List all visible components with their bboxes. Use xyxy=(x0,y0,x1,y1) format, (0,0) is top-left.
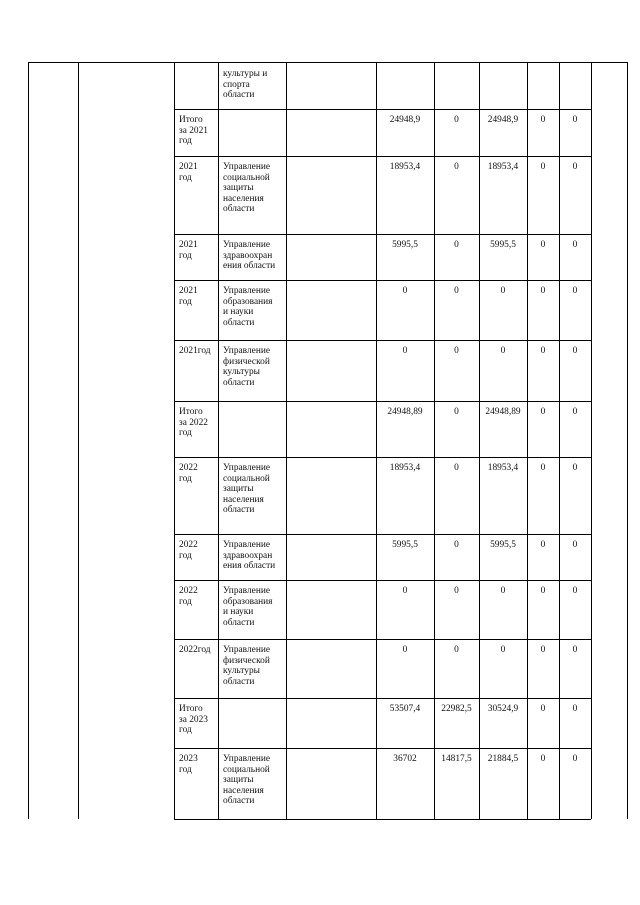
table-cell-c5: 0 xyxy=(572,162,578,172)
col-border xyxy=(78,62,79,819)
table-cell-c3: 5995,5 xyxy=(490,240,516,250)
table-cell-period: 2021 год xyxy=(179,240,198,261)
table-cell-period: 2022 год xyxy=(179,540,198,561)
table-cell-c3: 21884,5 xyxy=(487,754,519,764)
row-border xyxy=(174,280,591,281)
row-border xyxy=(174,234,591,235)
table-top-border xyxy=(28,62,628,63)
table-cell-c3: 18953,4 xyxy=(487,162,519,172)
table-cell-c3: 24948,9 xyxy=(487,115,519,125)
table-cell-period: 2022год xyxy=(179,645,211,655)
table-cell-c3: 24948,89 xyxy=(485,407,521,417)
table-cell-c4: 0 xyxy=(540,754,546,764)
table-cell-c2: 0 xyxy=(454,586,459,596)
table-cell-c4: 0 xyxy=(540,346,546,356)
row-border xyxy=(174,401,591,402)
row-border xyxy=(174,109,591,110)
row-border xyxy=(174,457,591,458)
table-cell-c2: 0 xyxy=(454,346,459,356)
row-border xyxy=(174,748,591,749)
table-cell-c2: 14817,5 xyxy=(441,754,472,764)
row-border xyxy=(174,639,591,640)
table-cell-c5: 0 xyxy=(572,540,578,550)
table-cell-executor: Управление образования и науки области xyxy=(223,586,273,628)
table-cell-c1: 5995,5 xyxy=(392,240,418,250)
table-cell-c3: 18953,4 xyxy=(487,463,519,473)
table-cell-c3: 0 xyxy=(500,346,506,356)
col-border xyxy=(218,62,219,819)
table-cell-executor: Управление социальной защиты населения области xyxy=(223,162,271,215)
table-cell-executor: Управление физической культуры области xyxy=(223,645,271,687)
budget-table xyxy=(28,62,628,819)
row-border xyxy=(174,534,591,535)
table-cell-c1: 0 xyxy=(402,586,408,596)
table-cell-c3: 0 xyxy=(500,586,506,596)
col-border xyxy=(591,62,592,819)
table-cell-c1: 24948,89 xyxy=(387,407,423,417)
table-cell-c2: 0 xyxy=(454,407,459,417)
table-cell-c3: 30524,9 xyxy=(487,704,519,714)
continuation-executor: культуры и спорта области xyxy=(223,69,268,101)
table-cell-c4: 0 xyxy=(540,540,546,550)
table-cell-c1: 18953,4 xyxy=(389,162,421,172)
table-cell-c1: 0 xyxy=(402,645,408,655)
table-cell-c4: 0 xyxy=(540,586,546,596)
table-cell-executor: Управление социальной защиты населения области xyxy=(223,463,271,516)
col-border xyxy=(627,62,628,819)
table-cell-c2: 0 xyxy=(454,286,459,296)
table-cell-c2: 22982,5 xyxy=(441,704,472,714)
table-cell-c5: 0 xyxy=(572,463,578,473)
table-cell-period: 2021 год xyxy=(179,286,198,307)
table-cell-period: 2022 год xyxy=(179,586,198,607)
table-cell-c5: 0 xyxy=(572,704,578,714)
table-cell-c2: 0 xyxy=(454,162,459,172)
table-cell-period: 2023 год xyxy=(179,754,198,775)
row-border xyxy=(174,580,591,581)
table-cell-c2: 0 xyxy=(454,115,459,125)
table-cell-c5: 0 xyxy=(572,286,578,296)
row-border xyxy=(174,156,591,157)
table-cell-c1: 5995,5 xyxy=(392,540,418,550)
table-cell-c4: 0 xyxy=(540,162,546,172)
table-cell-c5: 0 xyxy=(572,240,578,250)
table-cell-period: 2022 год xyxy=(179,463,198,484)
table-cell-c5: 0 xyxy=(572,645,578,655)
table-cell-c3: 5995,5 xyxy=(490,540,516,550)
table-cell-c2: 0 xyxy=(454,240,459,250)
table-cell-c1: 36702 xyxy=(393,754,417,764)
table-cell-c5: 0 xyxy=(572,115,578,125)
table-cell-c5: 0 xyxy=(572,586,578,596)
table-cell-executor: Управление здравоохран ения области xyxy=(223,240,276,272)
row-border xyxy=(174,819,591,820)
table-cell-c1: 24948,9 xyxy=(389,115,421,125)
table-cell-c4: 0 xyxy=(540,286,546,296)
table-cell-c4: 0 xyxy=(540,645,546,655)
row-border xyxy=(174,340,591,341)
table-cell-c3: 0 xyxy=(500,645,506,655)
table-cell-c4: 0 xyxy=(540,115,546,125)
table-cell-executor: Управление физической культуры области xyxy=(223,346,271,388)
table-cell-c1: 0 xyxy=(402,286,408,296)
table-cell-c2: 0 xyxy=(454,540,459,550)
table-cell-period: Итого за 2022 год xyxy=(179,407,208,439)
table-cell-period: 2021год xyxy=(179,346,211,356)
table-cell-c1: 18953,4 xyxy=(389,463,421,473)
table-cell-c5: 0 xyxy=(572,407,578,417)
table-cell-executor xyxy=(223,407,285,455)
table-cell-executor xyxy=(223,115,285,154)
table-cell-c4: 0 xyxy=(540,704,546,714)
table-cell-period: 2021 год xyxy=(179,162,198,183)
table-cell-c2: 0 xyxy=(454,463,459,473)
table-cell-executor: Управление образования и науки области xyxy=(223,286,273,328)
table-cell-c5: 0 xyxy=(572,346,578,356)
table-cell-c4: 0 xyxy=(540,407,546,417)
table-cell-c2: 0 xyxy=(454,645,459,655)
col-border xyxy=(28,62,29,819)
table-cell-period: Итого за 2023 год xyxy=(179,704,208,736)
table-cell-c3: 0 xyxy=(500,286,506,296)
row-border xyxy=(174,698,591,699)
table-cell-c1: 53507,4 xyxy=(389,704,421,714)
table-cell-executor xyxy=(223,704,285,746)
table-cell-c5: 0 xyxy=(572,754,578,764)
col-border xyxy=(174,62,175,819)
table-cell-c1: 0 xyxy=(402,346,408,356)
table-cell-c4: 0 xyxy=(540,240,546,250)
table-cell-c4: 0 xyxy=(540,463,546,473)
table-cell-period: Итого за 2021 год xyxy=(179,115,208,147)
table-cell-executor: Управление здравоохран ения области xyxy=(223,540,276,572)
col-border xyxy=(286,62,287,819)
table-cell-executor: Управление социальной защиты населения области xyxy=(223,754,271,807)
